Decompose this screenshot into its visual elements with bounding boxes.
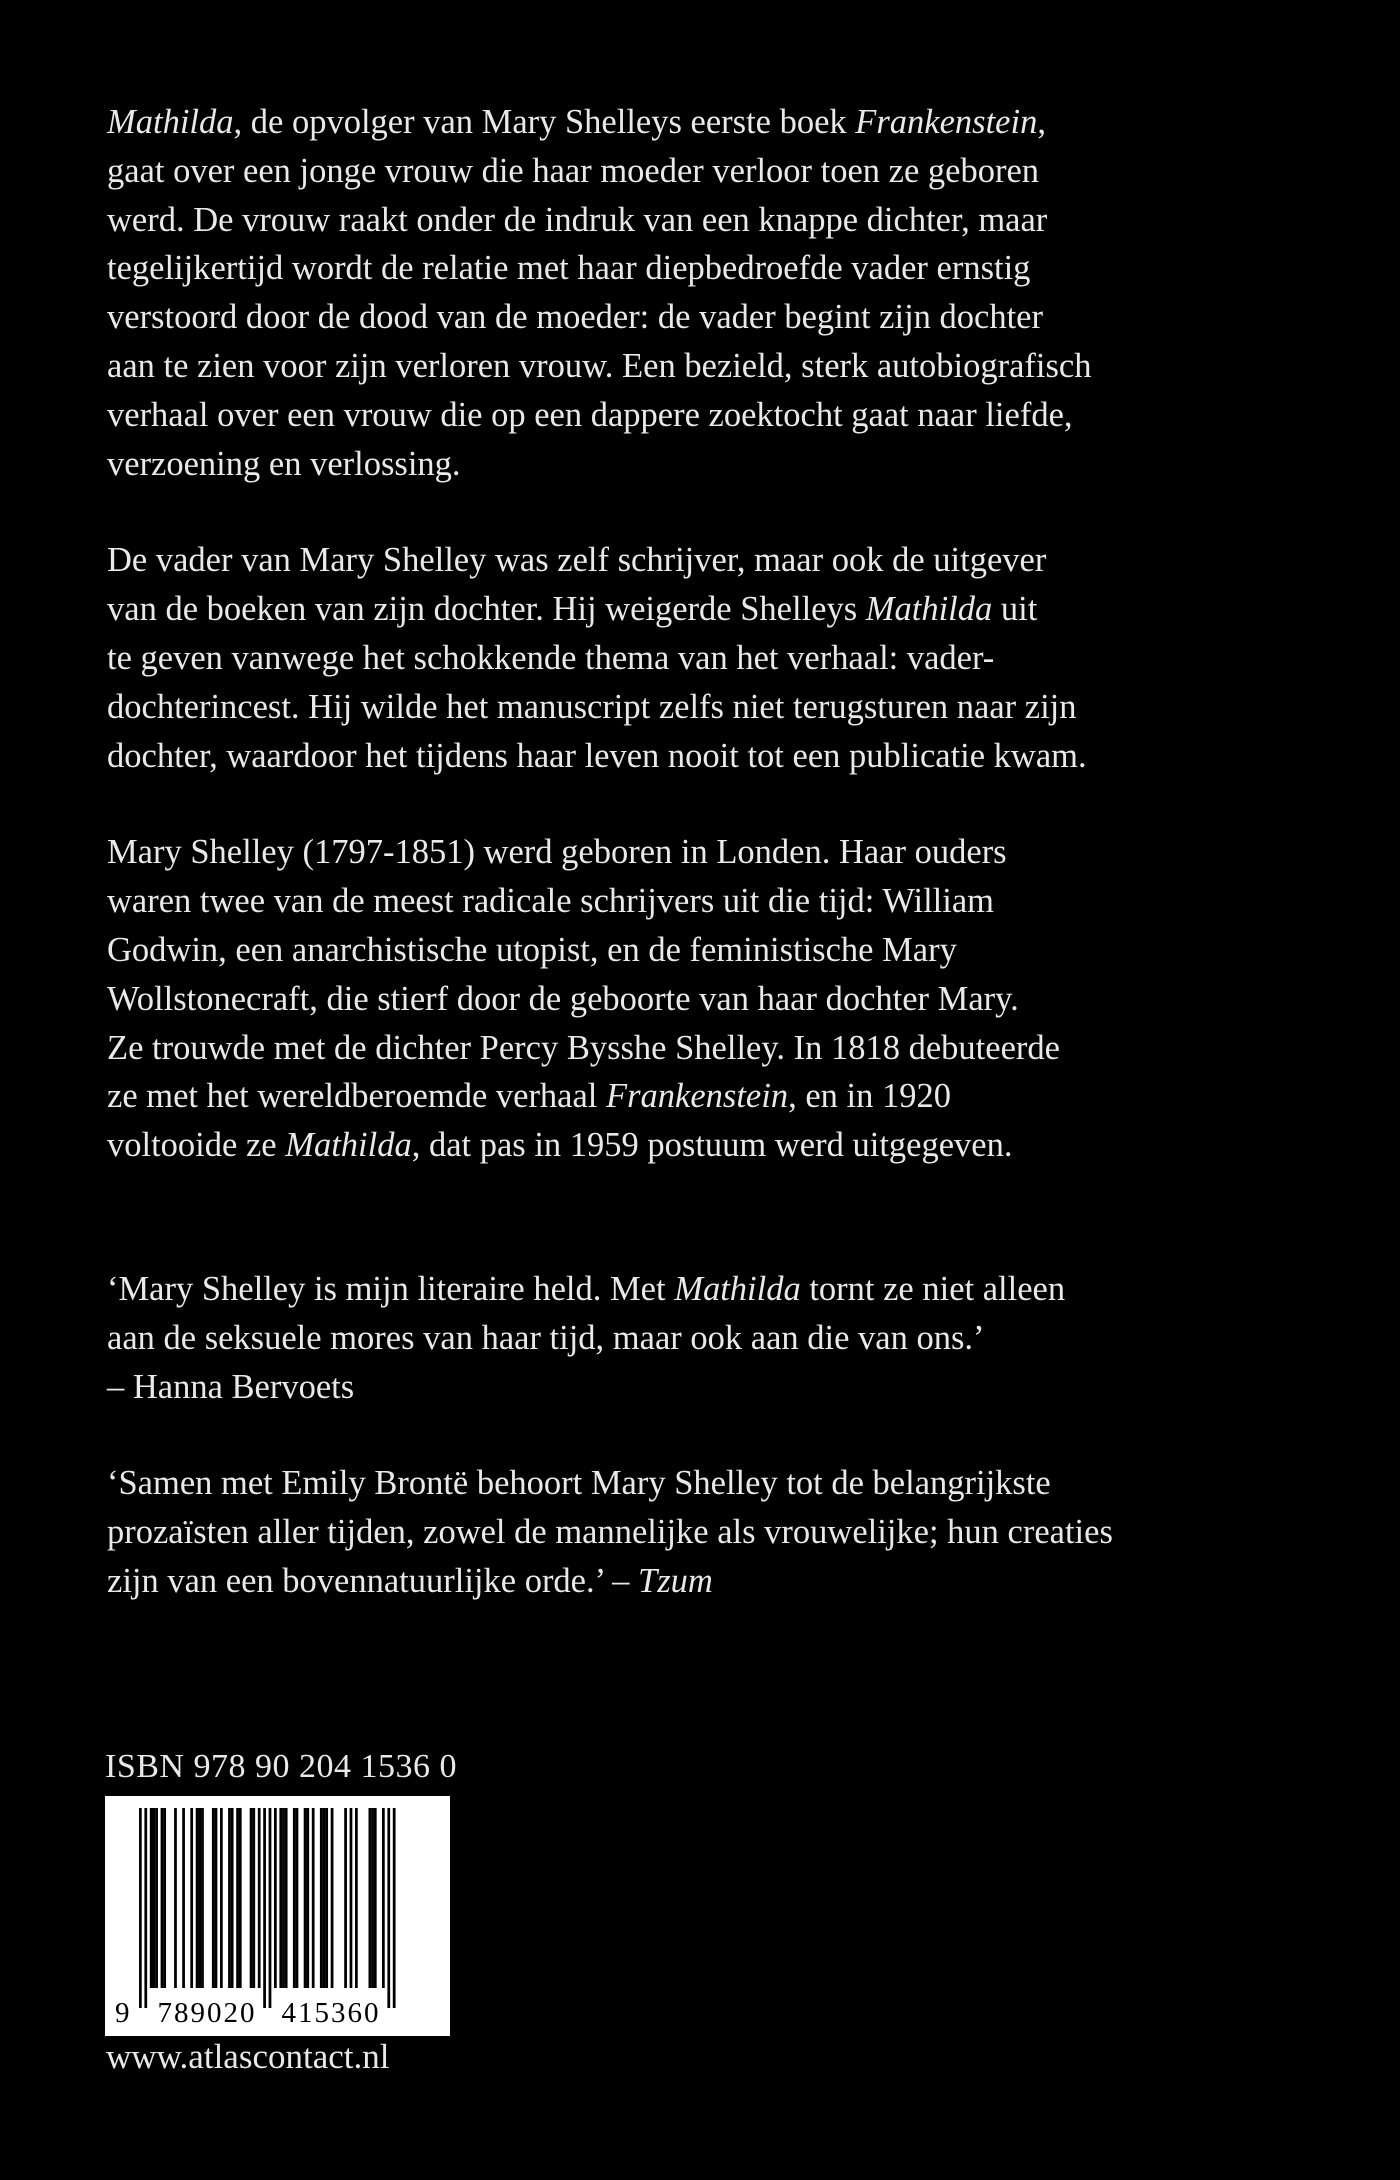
barcode-bar — [198, 1808, 201, 1988]
review-quote-1 — [107, 1265, 1307, 1411]
book-title-italic: Frankenstein — [606, 1077, 789, 1116]
book-title-italic: Mathilda — [865, 590, 993, 629]
barcode-bar — [293, 1808, 296, 1988]
back-cover-text — [107, 98, 1307, 1606]
quote-line — [107, 1265, 1307, 1314]
barcode-bar — [190, 1808, 193, 1988]
barcode-bar — [285, 1808, 288, 1988]
barcode-bar — [374, 1808, 377, 1988]
quote-source-italic: Tzum — [638, 1561, 713, 1600]
barcode-bar — [369, 1808, 372, 1988]
bio-line: Mary Shelley (1797-1851) werd geboren in Londen. Haar ouders — [107, 833, 1007, 872]
bio-line: Ze trouwde met de dichter Percy Bysshe Shelley. In 1818 debuteerde — [107, 1028, 1060, 1067]
blurb-line: De vader van Mary Shelley was zelf schrijver, maar ook de uitgever — [107, 541, 1047, 580]
barcode-bar — [250, 1808, 253, 1988]
bio-line — [107, 1072, 1307, 1121]
quote-line — [107, 1557, 1307, 1606]
isbn-barcode — [105, 1796, 450, 2036]
quote-line: prozaïsten aller tijden, zowel de mannelijke als vrouwelijke; hun creaties — [107, 1513, 1113, 1552]
barcode-bar — [153, 1808, 156, 1988]
barcode-digits-right: 415360 — [281, 1997, 381, 2029]
blurb-text: van de boeken van zijn dochter. Hij weigerde Shelleys — [107, 590, 866, 629]
bio-line: Wollstonecraft, die stierf door de geboorte van haar dochter Mary. — [107, 979, 1019, 1018]
barcode-bars — [139, 1808, 396, 2008]
barcode-bar — [304, 1808, 307, 1988]
barcode-bar — [150, 1808, 153, 1988]
barcode-bar — [274, 1808, 277, 1988]
quote-line: aan de seksuele mores van haar tijd, maar ook aan die van ons.’ — [107, 1318, 985, 1357]
isbn-label: ISBN 978 90 204 1536 0 — [105, 1748, 457, 1785]
author-bio-paragraph — [107, 828, 1307, 1170]
barcode-bar — [212, 1808, 215, 1988]
barcode-bar — [258, 1808, 261, 1988]
quote-text: zijn van een bovennatuurlijke orde.’ – — [107, 1561, 639, 1600]
quote-text: ‘Mary Shelley is mijn literaire held. Met — [107, 1269, 675, 1308]
blurb-line: werd. De vrouw raakt onder de indruk van een knappe dichter, maar — [107, 200, 1048, 239]
barcode-bar — [306, 1808, 309, 1988]
book-title-italic: Mathilda — [285, 1126, 412, 1165]
barcode-bar — [144, 1808, 147, 2008]
barcode-graphic — [105, 1796, 450, 2036]
blurb-line: gaat over een jonge vrouw die haar moeder verloor toen ze geboren — [107, 151, 1040, 190]
barcode-bar — [163, 1808, 166, 1988]
barcode-bar — [155, 1808, 158, 1988]
barcode-bar — [355, 1808, 358, 1988]
barcode-bar — [239, 1808, 242, 1988]
publisher-website: www.atlascontact.nl — [106, 2037, 390, 2076]
barcode-bar — [382, 1808, 385, 1988]
barcode-bar — [371, 1808, 374, 1988]
bio-line: waren twee van de meest radicale schrijvers uit die tijd: William — [107, 882, 994, 921]
barcode-bar — [344, 1808, 347, 1988]
book-title-italic: Frankenstein — [855, 103, 1038, 141]
blurb-text: uit — [992, 590, 1038, 629]
barcode-bar — [323, 1808, 326, 1988]
barcode-bar — [231, 1808, 234, 1988]
barcode-bar — [220, 1808, 223, 1988]
barcode-bar — [387, 1808, 390, 2008]
review-quote-2 — [107, 1459, 1307, 1605]
quote-attribution: – Hanna Bervoets — [107, 1367, 355, 1406]
barcode-bar — [196, 1808, 199, 1988]
bio-text: voltooide ze — [107, 1126, 286, 1165]
barcode-bar — [331, 1808, 334, 1988]
blurb-text: , — [1037, 103, 1046, 141]
barcode-bar — [174, 1808, 177, 1988]
barcode-bar — [312, 1808, 315, 1988]
barcode-bar — [161, 1808, 164, 1988]
blurb-line: te geven vanwege het schokkende thema van het verhaal: vader- — [107, 638, 995, 677]
quote-text: tornt ze niet alleen — [800, 1269, 1066, 1308]
blurb-line: dochterincest. Hij wilde het manuscript zelfs niet terugsturen naar zijn — [107, 687, 1077, 726]
blurb-text: , de opvolger van Mary Shelleys eerste boek — [233, 103, 856, 141]
bio-text: ze met het wereldberoemde verhaal — [107, 1077, 607, 1116]
barcode-bar — [215, 1808, 218, 1988]
barcode-bar — [269, 1808, 272, 2008]
blurb-line: verstoord door de dood van de moeder: de vader begint zijn dochter — [107, 298, 1043, 337]
barcode-bar — [182, 1808, 185, 1988]
blurb-paragraph-2 — [107, 536, 1307, 780]
bio-line: Godwin, een anarchistische utopist, en de feministische Mary — [107, 930, 957, 969]
barcode-bar — [350, 1808, 353, 1988]
bio-line — [107, 1121, 1307, 1170]
bio-text: , en in 1920 — [788, 1077, 951, 1116]
barcode-bar — [201, 1808, 204, 1988]
book-title-italic: Mathilda — [107, 103, 234, 141]
bio-text: , dat pas in 1959 postuum werd uitgegeven. — [411, 1126, 1013, 1165]
barcode-bar — [296, 1808, 299, 1988]
barcode-digit-first: 9 — [115, 1997, 130, 2029]
blurb-line — [107, 585, 1307, 634]
barcode-bar — [228, 1808, 231, 1988]
blurb-line: verzoening en verlossing. — [107, 444, 461, 483]
book-title-italic: Mathilda — [674, 1269, 801, 1308]
barcode-bar — [325, 1808, 328, 1988]
barcode-bar — [263, 1808, 266, 2008]
blurb-line: tegelijkertijd wordt de relatie met haar diepbedroefde vader ernstig — [107, 249, 1031, 288]
blurb-line: verhaal over een vrouw die op een dappere zoektocht gaat naar liefde, — [107, 395, 1073, 434]
quote-line: ‘Samen met Emily Brontë behoort Mary Shelley tot de belangrijkste — [107, 1464, 1051, 1503]
barcode-bar — [252, 1808, 255, 1988]
blurb-line — [107, 98, 1307, 147]
barcode-bar — [236, 1808, 239, 1988]
barcode-bar — [320, 1808, 323, 1988]
barcode-bar — [282, 1808, 285, 1988]
barcode-bar — [139, 1808, 142, 2008]
blurb-line: aan te zien voor zijn verloren vrouw. Een bezield, sterk autobiografisch — [107, 346, 1092, 385]
isbn-block — [105, 1747, 455, 2036]
blurb-line: dochter, waardoor het tijdens haar leven nooit tot een publicatie kwam. — [107, 736, 1087, 775]
blurb-paragraph-1 — [107, 98, 1307, 488]
barcode-digits-left: 789020 — [157, 1997, 257, 2029]
barcode-bar — [279, 1808, 282, 1988]
barcode-bar — [393, 1808, 396, 2008]
